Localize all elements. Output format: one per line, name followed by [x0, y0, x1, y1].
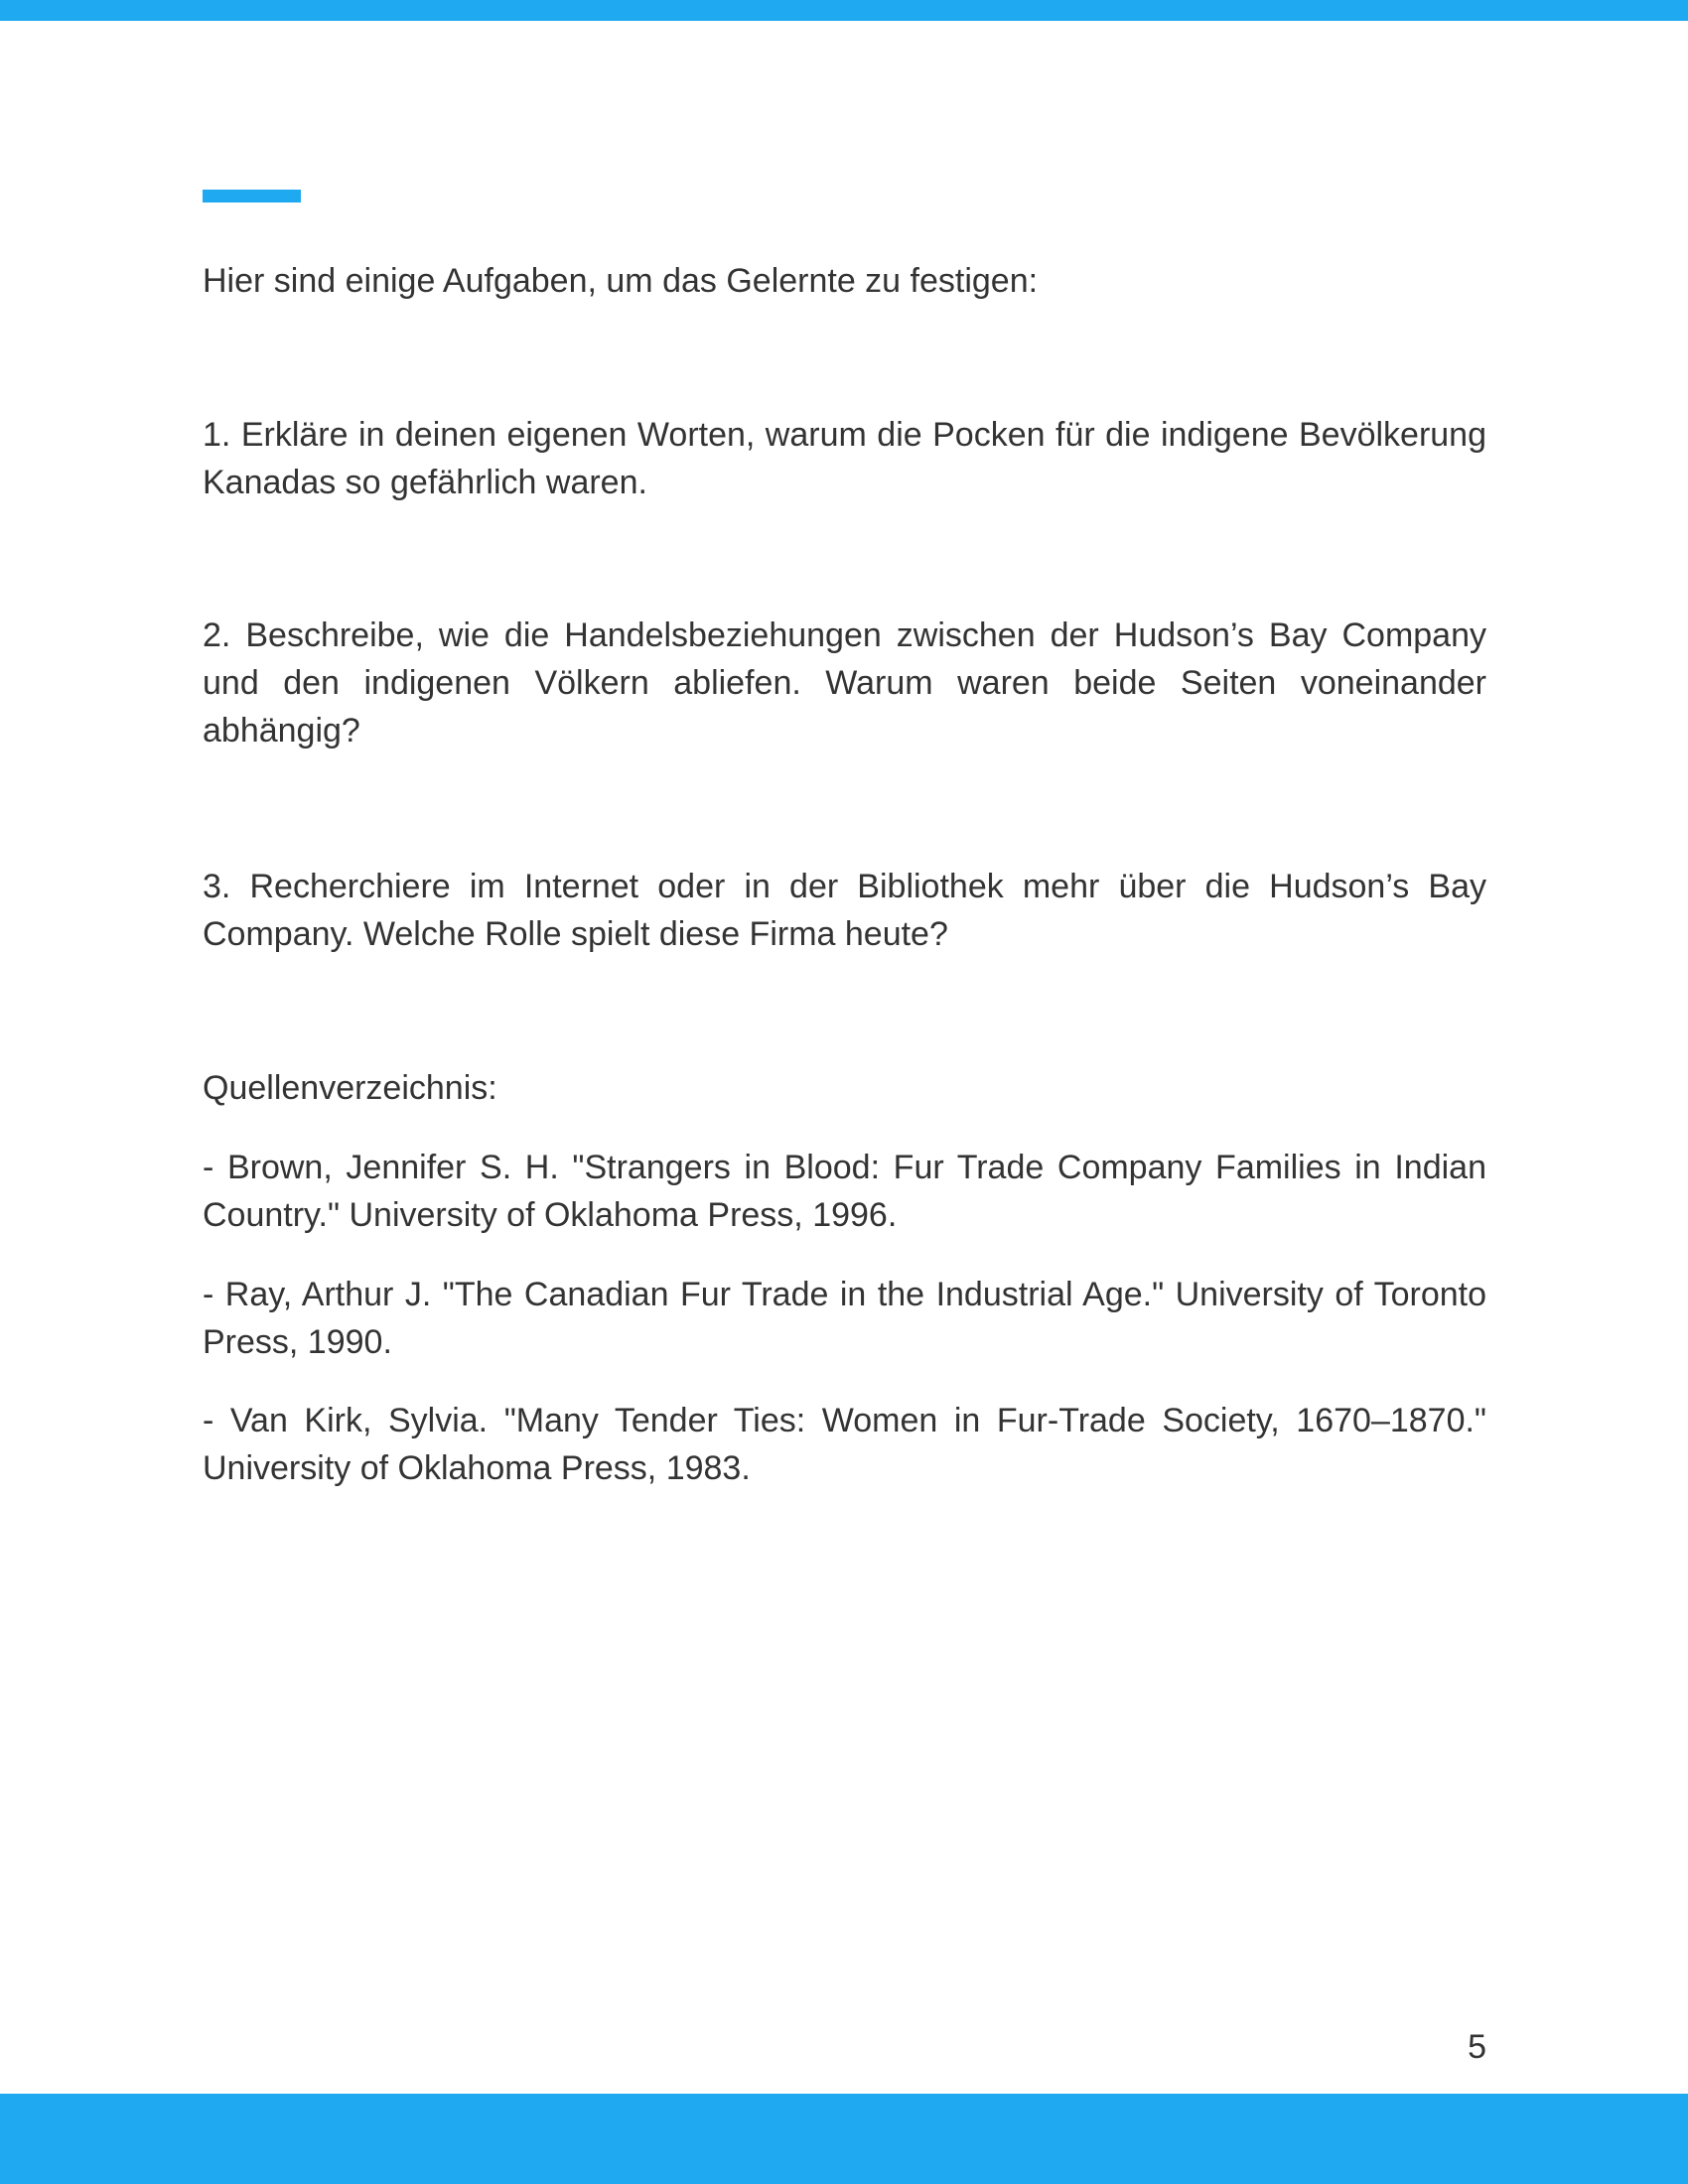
sources-heading: Quellenverzeichnis:: [203, 1069, 497, 1107]
heading-accent-bar: [203, 190, 301, 203]
source-entry-1: - Brown, Jennifer S. H. "Strangers in Blood: Fur Trade Company Families in Indian Country." University of Oklahoma Press, 1996.: [203, 1149, 1486, 1234]
page-number: 5: [1468, 2028, 1486, 2066]
task-item-2: 2. Beschreibe, wie die Handelsbeziehungen zwischen der Hudson’s Bay Company und den indigenen Völkern abliefen. Warum waren beide Seiten voneinander abhängig?: [203, 616, 1486, 750]
source-entry-3: - Van Kirk, Sylvia. "Many Tender Ties: Women in Fur-Trade Society, 1670–1870." University of Oklahoma Press, 1983.: [203, 1402, 1486, 1487]
source-entry-2: - Ray, Arthur J. "The Canadian Fur Trade in the Industrial Age." University of Toronto Press, 1990.: [203, 1276, 1486, 1361]
intro-text: Hier sind einige Aufgaben, um das Gelernte zu festigen:: [203, 262, 1039, 300]
page-content: [203, 257, 1486, 1492]
bottom-accent-bar: [0, 2094, 1688, 2184]
task-item-3: 3. Recherchiere im Internet oder in der Bibliothek mehr über die Hudson’s Bay Company. Welche Rolle spielt diese Firma heute?: [203, 868, 1486, 953]
task-item-1: 1. Erkläre in deinen eigenen Worten, warum die Pocken für die indigene Bevölkerung Kanadas so gefährlich waren.: [203, 416, 1486, 501]
top-accent-bar: [0, 0, 1688, 21]
